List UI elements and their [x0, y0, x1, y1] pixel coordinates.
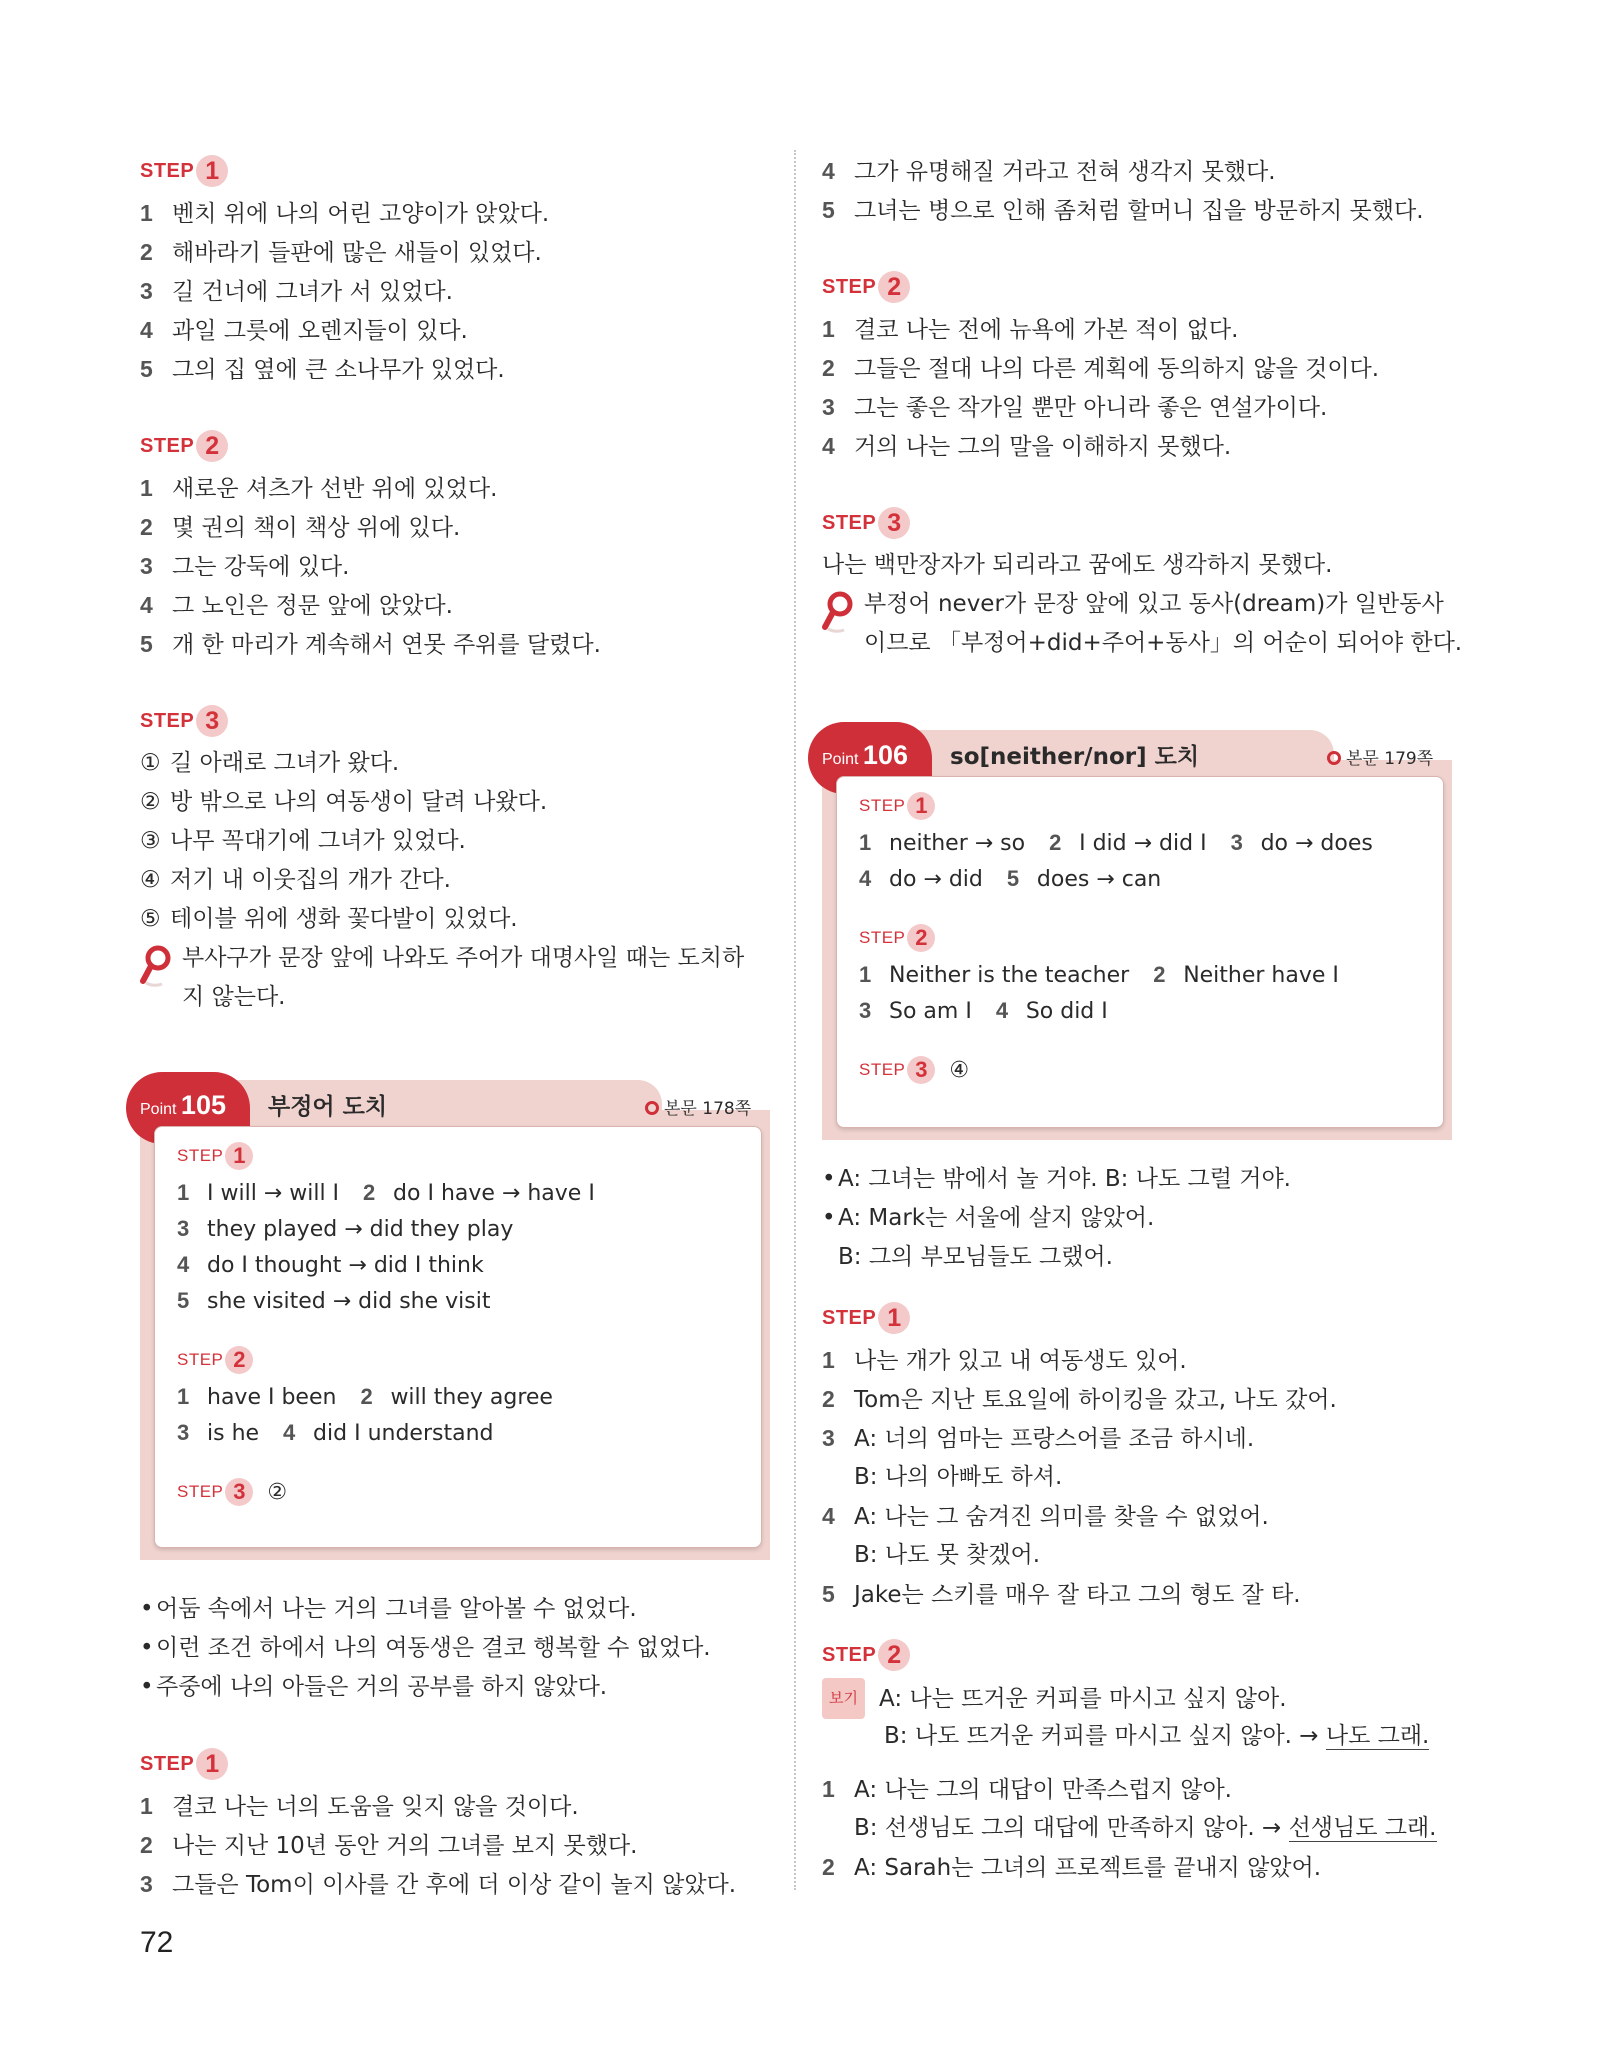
item-text: 그는 강둑에 있다.: [172, 554, 350, 580]
list-item: [140, 194, 790, 233]
step-1-header: [140, 152, 790, 190]
list-item: [822, 1575, 1472, 1614]
answer-number: 2: [1153, 962, 1166, 987]
bullet-list: [140, 1590, 790, 1707]
item-text: 몇 권의 책이 책상 위에 있다.: [172, 515, 461, 541]
item-number: 3: [822, 394, 835, 420]
point-title: so[neither/nor] 도치: [950, 744, 1200, 770]
step-2-list: [822, 310, 1472, 466]
step-1-list: [140, 194, 790, 389]
point-106-box: Point 106 so[neither/nor] 도치 본문 179쪽 STEP 1 1 neither → so 2 I did → did I 3 do → does 4 do → did 5 does → can STEP 2 1 Neither is the teacher 2 Neither have I 3 So am I 4 So did I STEP 3 ④: [822, 730, 1452, 1140]
item-number: ④: [140, 867, 161, 893]
list-item: [822, 349, 1472, 388]
item-number: 2: [140, 514, 153, 540]
answer-text: do → does: [1260, 831, 1373, 856]
answer-line: [859, 993, 1431, 1029]
answer-number: 1: [859, 830, 872, 855]
list-item: [822, 388, 1472, 427]
item-text: 과일 그릇에 오렌지들이 있다.: [172, 318, 468, 344]
item-number: 2: [822, 1386, 835, 1412]
list-item: [140, 822, 790, 861]
bullet-item-cont: B: 그의 부모님들도 그랬어.: [838, 1244, 1113, 1270]
list-item: [140, 233, 790, 272]
list-item: [822, 1419, 1472, 1458]
list-item: [140, 861, 790, 900]
answer-text: have I been: [207, 1385, 337, 1410]
item-text: B: 나도 못 찾겠어.: [854, 1542, 1041, 1568]
answer-text: Neither have I: [1183, 963, 1339, 988]
answer-line: [859, 825, 1431, 861]
answer-text: So am I: [889, 999, 972, 1024]
item-text: 길 아래로 그녀가 왔다.: [170, 750, 400, 776]
tip-line-2: 이므로 「부정어+did+주어+동사」의 어순이 되어야 한다.: [864, 630, 1463, 656]
answer-number: 2: [1049, 830, 1062, 855]
step-number: 1: [196, 155, 228, 187]
item-text: 결코 나는 전에 뉴욕에 가본 적이 없다.: [854, 317, 1239, 343]
list-item: [140, 272, 790, 311]
item-text: Jake는 스키를 매우 잘 타고 그의 형도 잘 타.: [854, 1582, 1301, 1608]
point-105-box: Point 105 부정어 도치 본문 178쪽 STEP 1 1 I will → will I 2 do I have → have I 3 they played → did they play 4 do I thought → did I think 5 she visited → did she visit STEP 2 1 have I been 2 will they agree 3 is he 4 did I understand STEP 3 ②: [140, 1080, 770, 1560]
list-item: [822, 152, 1472, 191]
item-text: 그의 집 옆에 큰 소나무가 있었다.: [172, 357, 505, 383]
step-number: 2: [878, 1639, 910, 1671]
tip-line-2: 지 않는다.: [182, 984, 286, 1010]
step-number: 3: [196, 705, 228, 737]
item-text: 테이블 위에 생화 꽃다발이 있었다.: [170, 906, 518, 932]
step-1b-list: [822, 1341, 1472, 1614]
item-text: B: 나의 아빠도 하셔.: [854, 1464, 1063, 1490]
item-number: 5: [822, 197, 835, 223]
tip-line-1: 부사구가 문장 앞에 나와도 주어가 대명사일 때는 도치하: [182, 945, 745, 971]
point-105-step-3: STEP 3 ②: [177, 1479, 288, 1505]
list-item: [822, 1536, 1472, 1575]
list-item: [822, 1497, 1472, 1536]
step-label: STEP: [140, 434, 195, 457]
column-divider: [794, 150, 796, 1890]
answer-text: So did I: [1025, 999, 1108, 1024]
answer-number: 4: [177, 1252, 190, 1277]
answer-text: they played → did they play: [207, 1217, 514, 1242]
step-number: 3: [878, 507, 910, 539]
list-item: [140, 783, 790, 822]
step-number: 1: [196, 1748, 228, 1780]
item-number: 5: [822, 1581, 835, 1607]
item-text: 결코 나는 너의 도움을 잊지 않을 것이다.: [172, 1794, 579, 1820]
step-2b-header: [822, 1636, 1472, 1674]
answer-number: 3: [859, 998, 872, 1023]
item-text: 저기 내 이웃집의 개가 간다.: [170, 867, 451, 893]
question-1-a: 1 A: 나는 그의 대답이 만족스럽지 않아.: [822, 1776, 1232, 1803]
answer-text: do I have → have I: [393, 1181, 595, 1206]
bullet-item: • A: 그녀는 밖에서 놀 거야. B: 나도 그럴 거야.: [822, 1166, 1291, 1192]
answer-text: neither → so: [889, 831, 1026, 856]
step-2-header: [822, 268, 1472, 306]
answer-text: do I thought → did I think: [207, 1253, 484, 1278]
point-105-step-1: [177, 1175, 749, 1319]
list-item: [140, 311, 790, 350]
point-106-step-1: [859, 825, 1431, 897]
answer-number: 1: [859, 962, 872, 987]
item-number: 1: [140, 475, 153, 501]
step-3-answer: 나는 백만장자가 되리라고 꿈에도 생각하지 못했다.: [822, 552, 1333, 578]
item-number: 1: [822, 316, 835, 342]
answer-line: [177, 1415, 749, 1451]
item-text: 거의 나는 그의 말을 이해하지 못했다.: [854, 434, 1232, 460]
right-column: [822, 152, 1472, 663]
step-number: 1: [878, 1302, 910, 1334]
list-item: [140, 547, 790, 586]
item-number: 2: [822, 355, 835, 381]
item-number: 3: [140, 553, 153, 579]
item-number: 3: [822, 1425, 835, 1451]
item-number: 2: [140, 239, 153, 265]
right-column-bottom: [822, 1160, 1472, 1887]
answer-line: [177, 1211, 749, 1247]
answer-number: 4: [995, 998, 1009, 1023]
item-text: 나무 꼭대기에 그녀가 있었다.: [170, 828, 466, 854]
step-1b-header: [140, 1745, 790, 1783]
answer-text: is he: [207, 1421, 260, 1446]
answer-text: will they agree: [390, 1385, 553, 1410]
bullet-item: • 어둠 속에서 나는 거의 그녀를 알아볼 수 없었다.: [140, 1596, 637, 1622]
answer-text: I did → did I: [1079, 831, 1207, 856]
step-3-header: [822, 504, 1472, 542]
step-2-list: [140, 469, 790, 664]
left-column-bottom: [140, 1590, 790, 1904]
point-title: 부정어 도치: [268, 1094, 388, 1120]
list-item: [140, 469, 790, 508]
list-item: [822, 1458, 1472, 1497]
magnifier-icon: [140, 945, 174, 987]
answer-text: do → did: [889, 867, 983, 892]
step-label: STEP: [822, 1306, 877, 1329]
item-text: Tom은 지난 토요일에 하이킹을 갔고, 나도 갔어.: [854, 1387, 1337, 1413]
list-item: [140, 350, 790, 389]
circle-bullet-icon: [645, 1101, 659, 1115]
answer-line: [177, 1283, 749, 1319]
answer-text: does → can: [1036, 867, 1162, 892]
answer-number: 4: [859, 866, 872, 891]
answer-text: she visited → did she visit: [207, 1289, 491, 1314]
circle-bullet-icon: [1327, 751, 1341, 765]
tip-note: [822, 585, 1472, 663]
item-number: 4: [140, 317, 153, 343]
list-item: [140, 900, 790, 939]
item-number: 2: [140, 1832, 153, 1858]
answer-number: 5: [1006, 866, 1020, 891]
list-item: [140, 1826, 790, 1865]
item-number: 1: [140, 1793, 153, 1819]
step-number: 2: [196, 430, 228, 462]
item-number: ①: [140, 750, 161, 776]
answer-number: 4: [283, 1420, 296, 1445]
item-text: 새로운 셔츠가 선반 위에 있었다.: [172, 476, 498, 502]
step-1b-header: [822, 1299, 1472, 1337]
item-text: 그들은 Tom이 이사를 간 후에 더 이상 같이 놀지 않았다.: [172, 1872, 737, 1898]
item-number: 1: [822, 1347, 835, 1373]
step-label: STEP: [822, 1643, 877, 1666]
step-label: STEP: [140, 1752, 195, 1775]
step-3-list: [140, 744, 790, 939]
item-number: 4: [822, 1503, 835, 1529]
continued-list: [822, 152, 1472, 230]
point-label: Point 105: [140, 1090, 226, 1120]
page-reference: 본문 179쪽: [1327, 744, 1433, 769]
bullet-item: • 주중에 나의 아들은 거의 공부를 하지 않았다.: [140, 1674, 608, 1700]
bullet-item: • A: Mark는 서울에 살지 않았어.: [822, 1205, 1155, 1231]
list-item: [822, 1341, 1472, 1380]
list-item: [140, 586, 790, 625]
step-label: STEP: [822, 511, 877, 534]
item-number: 4: [822, 433, 835, 459]
list-item: [822, 1380, 1472, 1419]
answer-number: 3: [177, 1420, 190, 1445]
point-105-step-2: [177, 1379, 749, 1451]
step-number: 2: [878, 271, 910, 303]
answer-text: I will → will I: [207, 1181, 340, 1206]
item-text: 그가 유명해질 거라고 전혀 생각지 못했다.: [854, 159, 1276, 185]
bullet-item: • 이런 조건 하에서 나의 여동생은 결코 행복할 수 없었다.: [140, 1635, 711, 1661]
item-text: 나는 개가 있고 내 여동생도 있어.: [854, 1348, 1187, 1374]
item-text: 방 밖으로 나의 여동생이 달려 나왔다.: [170, 789, 548, 815]
item-text: 벤치 위에 나의 어린 고양이가 앉았다.: [172, 201, 550, 227]
answer-text: did I understand: [313, 1421, 494, 1446]
answer-number: 3: [1230, 830, 1243, 855]
item-text: 해바라기 들판에 많은 새들이 있었다.: [172, 240, 542, 266]
magnifier-icon: [822, 591, 856, 633]
item-number: 5: [140, 356, 153, 382]
item-text: 길 건너에 그녀가 서 있었다.: [172, 279, 453, 305]
item-text: 그녀는 병으로 인해 좀처럼 할머니 집을 방문하지 못했다.: [854, 198, 1424, 224]
step-label: STEP: [822, 275, 877, 298]
answer-line: [177, 1379, 749, 1415]
step-1b-list: [140, 1787, 790, 1904]
item-text: A: 너의 엄마는 프랑스어를 조금 하시네.: [854, 1426, 1255, 1452]
answer-number: 5: [177, 1288, 190, 1313]
tip-line-1: 부정어 never가 문장 앞에 있고 동사(dream)가 일반동사: [864, 591, 1444, 617]
list-item: [822, 191, 1472, 230]
step-3-header: [140, 702, 790, 740]
item-number: 5: [140, 631, 153, 657]
list-item: [140, 625, 790, 664]
list-item: [822, 427, 1472, 466]
answer-line: [859, 861, 1431, 897]
item-number: 3: [140, 278, 153, 304]
answer-text: Neither is the teacher: [889, 963, 1130, 988]
list-item: [140, 508, 790, 547]
answer-number: 1: [177, 1180, 190, 1205]
point-106-step-2: [859, 957, 1431, 1029]
step-label: STEP: [140, 709, 195, 732]
item-text: 그들은 절대 나의 다른 계획에 동의하지 않을 것이다.: [854, 356, 1380, 382]
item-text: 개 한 마리가 계속해서 연못 주위를 달렸다.: [172, 632, 601, 658]
item-number: 4: [822, 158, 835, 184]
example-line-b: B: 나도 뜨거운 커피를 마시고 싶지 않아. → 나도 그래.: [884, 1723, 1430, 1749]
tip-note: [140, 939, 790, 1017]
question-1-b: B: 선생님도 그의 대답에 만족하지 않아. → 선생님도 그래.: [854, 1815, 1437, 1841]
answer-number: 3: [177, 1216, 190, 1241]
item-text: A: 나는 그 숨겨진 의미를 찾을 수 없었어.: [854, 1504, 1269, 1530]
question-2-a: 2 A: Sarah는 그녀의 프로젝트를 끝내지 않았어.: [822, 1854, 1322, 1881]
answer-line: [859, 957, 1431, 993]
page-reference: 본문 178쪽: [645, 1094, 751, 1119]
answer-line: [177, 1247, 749, 1283]
list-item: [140, 744, 790, 783]
point-label: Point 106: [822, 740, 908, 770]
left-column: [140, 152, 790, 1017]
list-item: [140, 1865, 790, 1904]
item-number: 3: [140, 1871, 153, 1897]
page-number: 72: [140, 1926, 174, 1959]
item-number: ⑤: [140, 906, 161, 932]
item-number: 4: [140, 592, 153, 618]
answer-number: 2: [363, 1180, 376, 1205]
item-number: ②: [140, 789, 161, 815]
item-text: 그는 좋은 작가일 뿐만 아니라 좋은 연설가이다.: [854, 395, 1328, 421]
list-item: [140, 1787, 790, 1826]
answer-line: [177, 1175, 749, 1211]
item-text: 그 노인은 정문 앞에 앉았다.: [172, 593, 453, 619]
example-badge: 보기: [822, 1678, 865, 1719]
point-106-step-3: STEP 3 ④: [859, 1057, 970, 1083]
answer-number: 1: [177, 1384, 190, 1409]
step-label: STEP: [140, 159, 195, 182]
item-number: ③: [140, 828, 161, 854]
step-2-header: [140, 427, 790, 465]
item-text: 나는 지난 10년 동안 거의 그녀를 보지 못했다.: [172, 1833, 638, 1859]
answer-number: 2: [360, 1384, 373, 1409]
example-line-a: 보기 A: 나는 뜨거운 커피를 마시고 싶지 않아.: [822, 1678, 1472, 1717]
item-number: 1: [140, 200, 153, 226]
list-item: [822, 310, 1472, 349]
